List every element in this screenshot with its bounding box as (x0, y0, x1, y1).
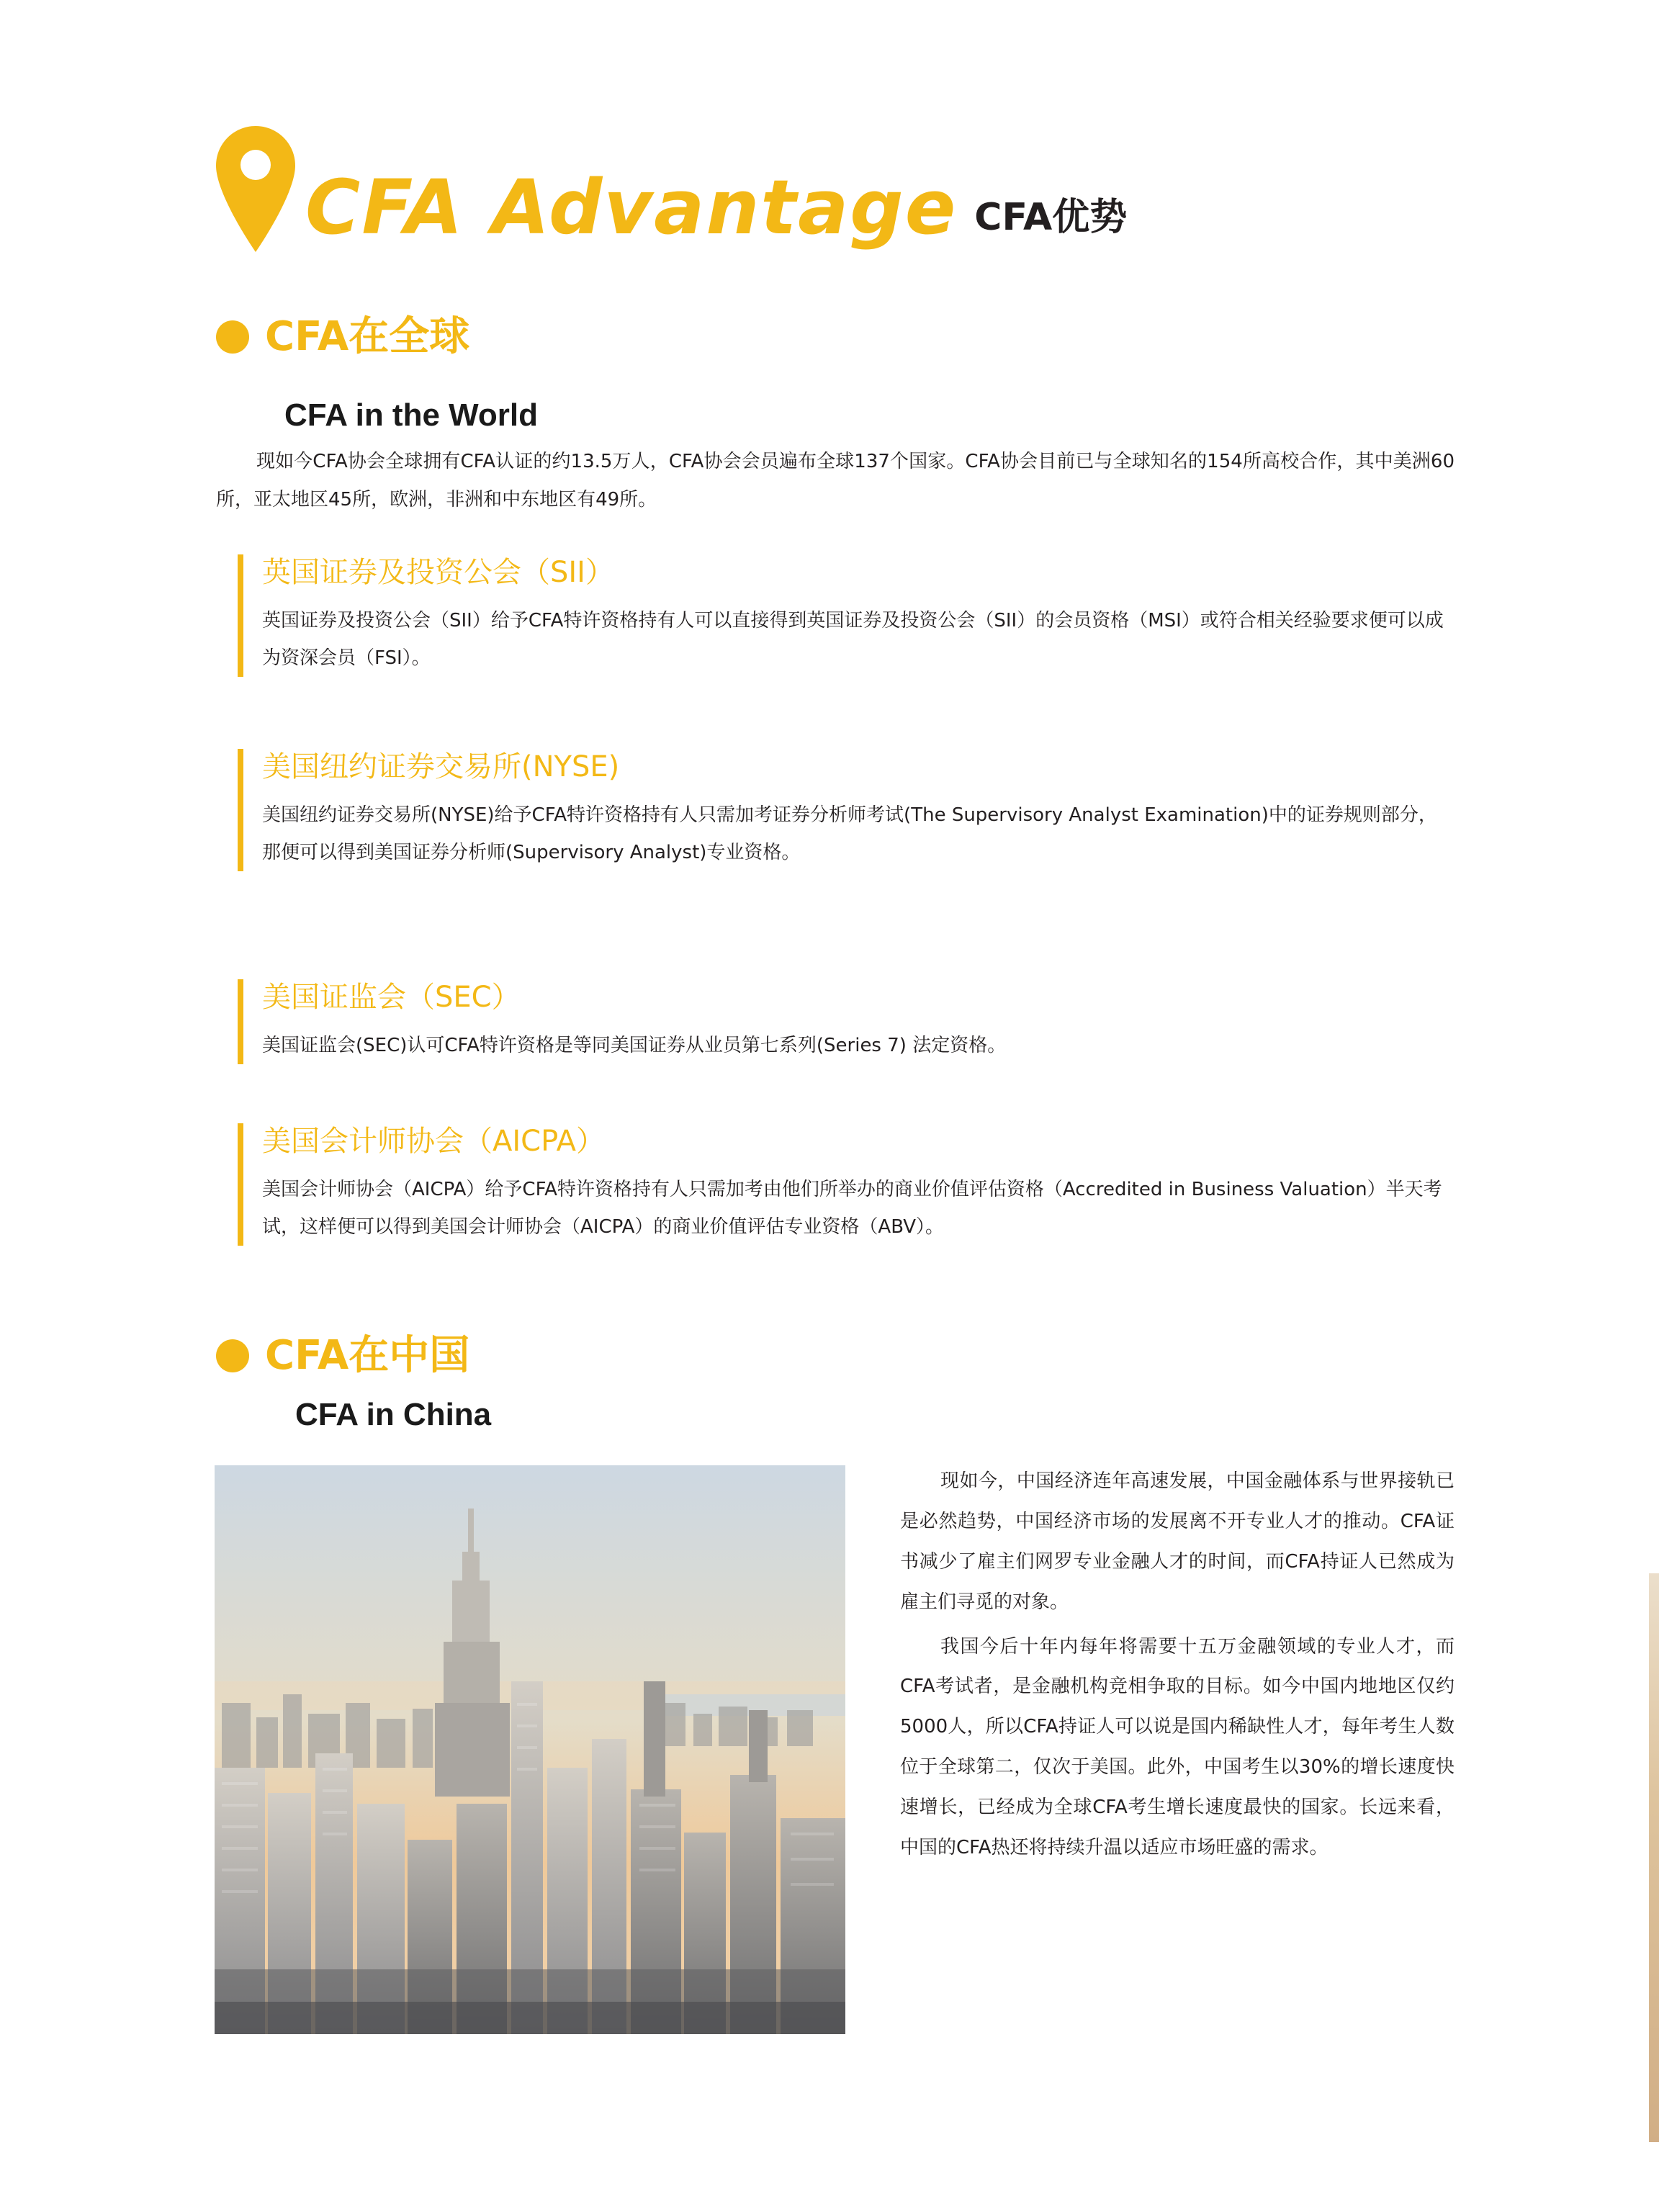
block-aicpa (238, 1123, 1447, 1246)
block-sec (238, 979, 1447, 1064)
block-aicpa-title: 美国会计师协会（AICPA） (262, 1125, 606, 1158)
section-title-world-en: CFA in the World (284, 397, 538, 433)
section-title-china-en: CFA in China (295, 1397, 492, 1432)
page-edge-decoration (1649, 1573, 1659, 2142)
block-sii (238, 554, 1447, 677)
china-paragraph-2: 我国今后十年内每年将需要十五万金融领域的专业人才，而CFA考试者，是金融机构竞相争取的目标。如今中国内地地区仅约5000人，所以CFA持证人可以说是国内稀缺性人才，每年考生人数位于全球第二，仅次于美国。此外，中国考生以30%的增长速度快速增长，已经成为全球CFA考生增长速度最快的国家。长远来看，中国的CFA热还将持续升温以适应市场旺盛的需求。 (900, 1635, 1455, 1859)
block-nyse (238, 749, 1447, 871)
section-title-china-cn: CFA在中国 (265, 1332, 470, 1379)
block-sec-title: 美国证监会（SEC） (262, 981, 521, 1014)
nyc-skyline-image (215, 1465, 845, 2034)
section-heading-china (216, 1332, 470, 1379)
block-nyse-body: 美国纽约证券交易所(NYSE)给予CFA特许资格持有人只需加考证券分析师考试(The Supervisory Analyst Examination)中的证券规则部分，那便可以得到美国证券分析师(Supervisory Analyst)专业资格。 (262, 804, 1437, 863)
section-title-world-cn: CFA在全球 (265, 313, 470, 360)
block-sii-title: 英国证券及投资公会（SII） (262, 556, 614, 589)
block-sec-body: 美国证监会(SEC)认可CFA特许资格是等同美国证券从业员第七系列(Series 7) 法定资格。 (262, 1035, 1007, 1056)
location-pin-icon (216, 126, 295, 252)
section-heading-world (216, 313, 470, 360)
bullet-icon (216, 1339, 249, 1372)
document-header (216, 126, 1127, 252)
page-title-en: CFA Advantage (305, 163, 958, 251)
block-nyse-title: 美国纽约证券交易所(NYSE) (262, 750, 620, 783)
china-text-block (900, 1462, 1455, 1873)
block-sii-body: 英国证券及投资公会（SII）给予CFA特许资格持有人可以直接得到英国证券及投资公会（SII）的会员资格（MSI）或符合相关经验要求便可以成为资深会员（FSI）。 (262, 610, 1444, 669)
block-aicpa-body: 美国会计师协会（AICPA）给予CFA特许资格持有人只需加考由他们所举办的商业价值评估资格（Accredited in Business Valuation）半天考试，这样便可以得到美国会计师协会（AICPA）的商业价值评估专业资格（ABV）。 (262, 1179, 1442, 1238)
bullet-icon (216, 320, 249, 354)
world-intro-paragraph: 现如今CFA协会全球拥有CFA认证的约13.5万人，CFA协会会员遍布全球137个国家。CFA协会目前已与全球知名的154所高校合作，其中美洲60所，亚太地区45所，欧洲，非洲和中东地区有49所。 (216, 451, 1455, 511)
china-paragraph-1: 现如今，中国经济连年高速发展，中国金融体系与世界接轨已是必然趋势，中国经济市场的发展离不开专业人才的推动。CFA证书减少了雇主们网罗专业金融人才的时间，而CFA持证人已然成为雇主们寻觅的对象。 (900, 1470, 1455, 1613)
page-title-cn: CFA优势 (974, 196, 1128, 239)
